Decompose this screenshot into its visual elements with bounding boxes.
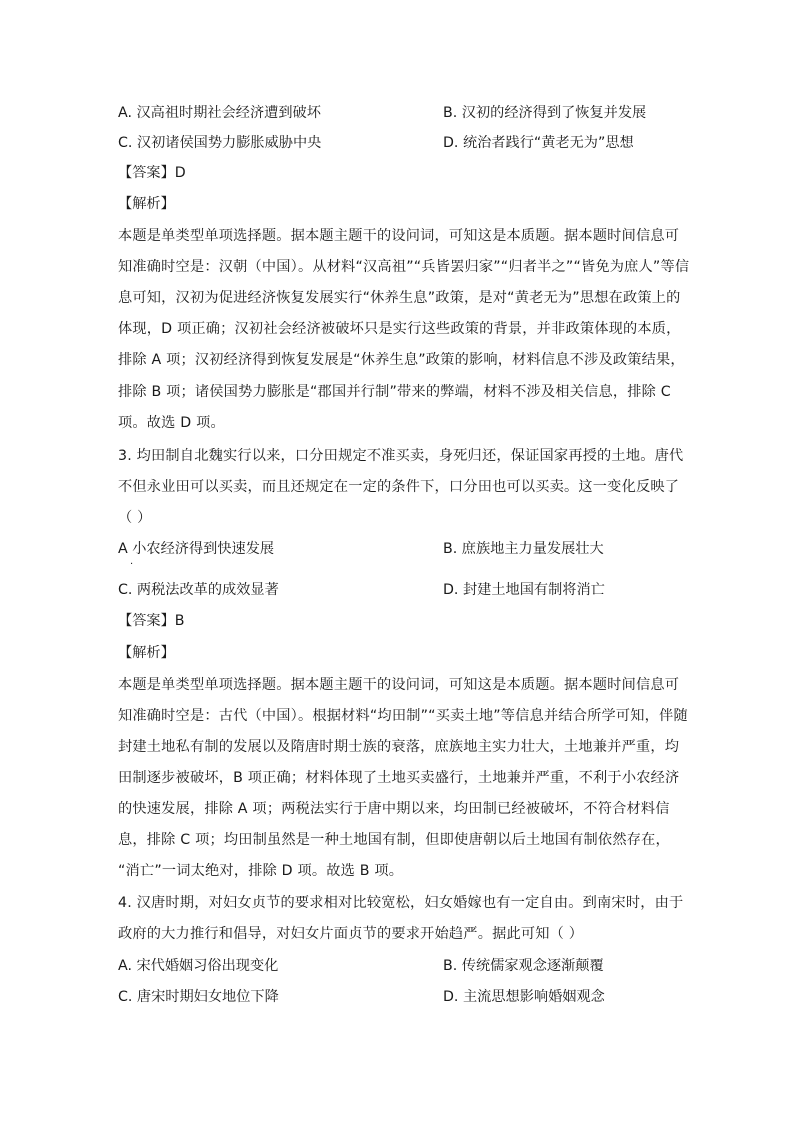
q2-analysis-line: 知准确时空是：汉朝（中国）。从材料“汉高祖”“兵皆罢归家”“归者半之”“皆免为庶人”等信: [118, 259, 690, 275]
q4-option-a: A. 宋代婚姻习俗出现变化: [118, 958, 279, 974]
q2-analysis-line: 排除 A 项；汉初经济得到恢复发展是“休养生息”政策的影响，材料信息不涉及政策结果，: [118, 352, 685, 368]
q3-stem-line: （ ）: [118, 510, 152, 526]
q4-option-b: B. 传统儒家观念逐渐颠覆: [443, 958, 604, 974]
q2-analysis-line: 项。故选 D 项。: [118, 415, 225, 431]
q4-option-d: D. 主流思想影响婚姻观念: [443, 989, 605, 1005]
q2-analysis-line: 排除 B 项；诸侯国势力膨胀是“郡国并行制”带来的弊端，材料不涉及相关信息，排除 C: [118, 384, 671, 400]
q3-option-c: C. 两税法改革的成效显著: [118, 582, 279, 598]
q2-option-c: C. 汉初诸侯国势力膨胀威胁中央: [118, 135, 322, 151]
q3-analysis-line: 本题是单类型单项选择题。据本题主题干的设问词，可知这是本质题。据本题时间信息可: [118, 677, 680, 693]
q2-analysis-label: 【解析】: [118, 196, 175, 212]
q3-option-d: D. 封建土地国有制将消亡: [443, 582, 605, 598]
q3-analysis-line: “消亡”一词太绝对，排除 D 项。故选 B 项。: [118, 863, 404, 879]
q3-analysis-line: 田制逐步被破坏，B 项正确；材料体现了土地买卖盛行，土地兼并严重，不利于小农经济: [118, 770, 680, 786]
q3-option-a: A 小农经济得到快速发展: [118, 541, 275, 557]
q4-stem-line: 4. 汉唐时期，对妇女贞节的要求相对比较宽松，妇女婚嫁也有一定自由。到南宋时，由于: [118, 895, 684, 911]
q3-option-a-dot: ·: [130, 559, 134, 570]
q2-option-a: A. 汉高祖时期社会经济遭到破坏: [118, 105, 321, 121]
q3-analysis-line: 封建土地私有制的发展以及隋唐时期士族的衰落，庶族地主实力壮大，土地兼并严重，均: [118, 739, 680, 755]
q3-answer: 【答案】B: [118, 613, 185, 629]
q2-analysis-line: 息可知，汉初为促进经济恢复发展实行“休养生息”政策，是对“黄老无为”思想在政策上的: [118, 290, 681, 306]
q3-option-b: B. 庶族地主力量发展壮大: [443, 541, 604, 557]
q3-analysis-line: 的快速发展，排除 A 项；两税法实行于唐中期以来，均田制已经被破坏，不符合材料信: [118, 801, 670, 817]
q4-stem-line: 政府的大力推行和倡导，对妇女片面贞节的要求开始趋严。据此可知（ ）: [118, 926, 584, 942]
q3-stem-line: 3. 均田制自北魏实行以来，口分田规定不准买卖，身死归还，保证国家再授的土地。唐代: [118, 448, 684, 464]
q4-option-c: C. 唐宋时期妇女地位下降: [118, 989, 279, 1005]
q3-analysis-label: 【解析】: [118, 645, 175, 661]
q2-analysis-line: 本题是单类型单项选择题。据本题主题干的设问词，可知这是本质题。据本题时间信息可: [118, 228, 680, 244]
q2-analysis-line: 体现，D 项正确；汉初社会经济被破坏只是实行这些政策的背景，并非政策体现的本质，: [118, 321, 681, 337]
q2-option-b: B. 汉初的经济得到了恢复并发展: [443, 105, 647, 121]
q3-stem-line: 不但永业田可以买卖，而且还规定在一定的条件下，口分田也可以买卖。这一变化反映了: [118, 479, 680, 495]
q2-answer: 【答案】D: [118, 165, 186, 181]
q3-analysis-line: 息，排除 C 项；均田制虽然是一种土地国有制，但即使唐朝以后土地国有制依然存在，: [118, 832, 670, 848]
q2-option-d: D. 统治者践行“黄老无为”思想: [443, 135, 634, 151]
q3-analysis-line: 知准确时空是：古代（中国）。根据材料“均田制”“买卖土地”等信息并结合所学可知，伴随: [118, 708, 688, 724]
